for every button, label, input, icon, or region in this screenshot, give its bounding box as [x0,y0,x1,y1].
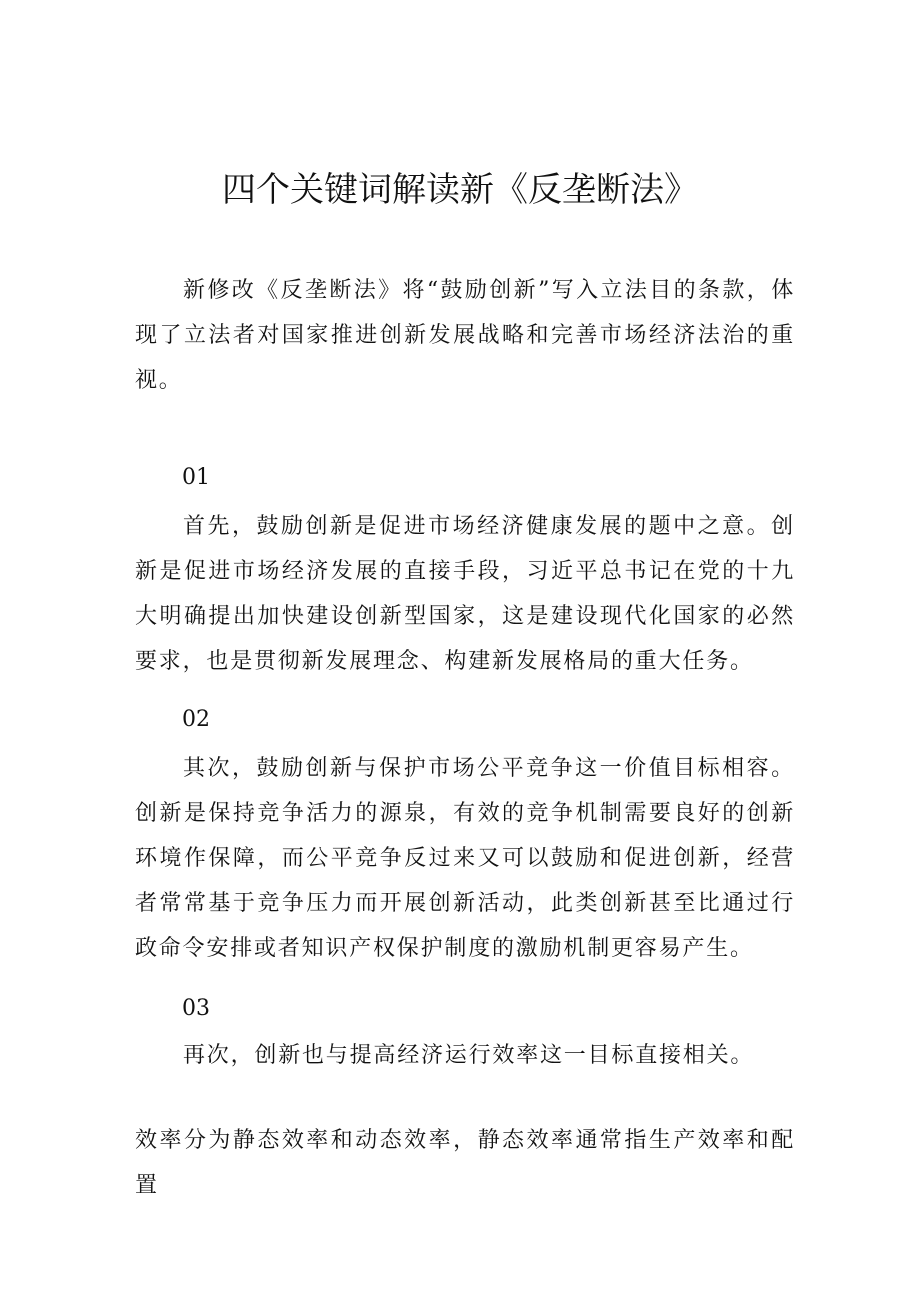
section-paragraph-03: 再次，创新也与提高经济运行效率这一目标直接相关。 [183,1043,755,1068]
section-paragraph-02: 其次，鼓励创新与保护市场公平竞争这一价值目标相容。创新是保持竞争活力的源泉，有效的竞争机制需要良好的创新环境作保障，而公平竞争反过来又可以鼓励和促进创新，经营者常常基于竞争压力而开展创新活动，此类创新甚至比通过行政命令安排或者知识产权保护制度的激励机制更容易产生。 [135,756,795,961]
section-number-01: 01 [182,465,210,490]
section-paragraph-01: 首先，鼓励创新是促进市场经济健康发展的题中之意。创新是促进市场经济发展的直接手段，习近平总书记在党的十九大明确提出加快建设创新型国家，这是建设现代化国家的必然要求，也是贯彻新发展理念、构建新发展格局的重大任务。 [135,514,795,674]
section-number-03: 03 [182,996,210,1021]
section-number-02: 02 [182,707,210,732]
document-title: 四个关键词解读新《反垄断法》 [222,170,698,210]
intro-paragraph: 新修改《反垄断法》将“鼓励创新”写入立法目的条款，体现了立法者对国家推进创新发展战略和完善市场经济法治的重视。 [135,278,795,393]
continuation-paragraph: 效率分为静态效率和动态效率，静态效率通常指生产效率和配置 [135,1128,795,1198]
